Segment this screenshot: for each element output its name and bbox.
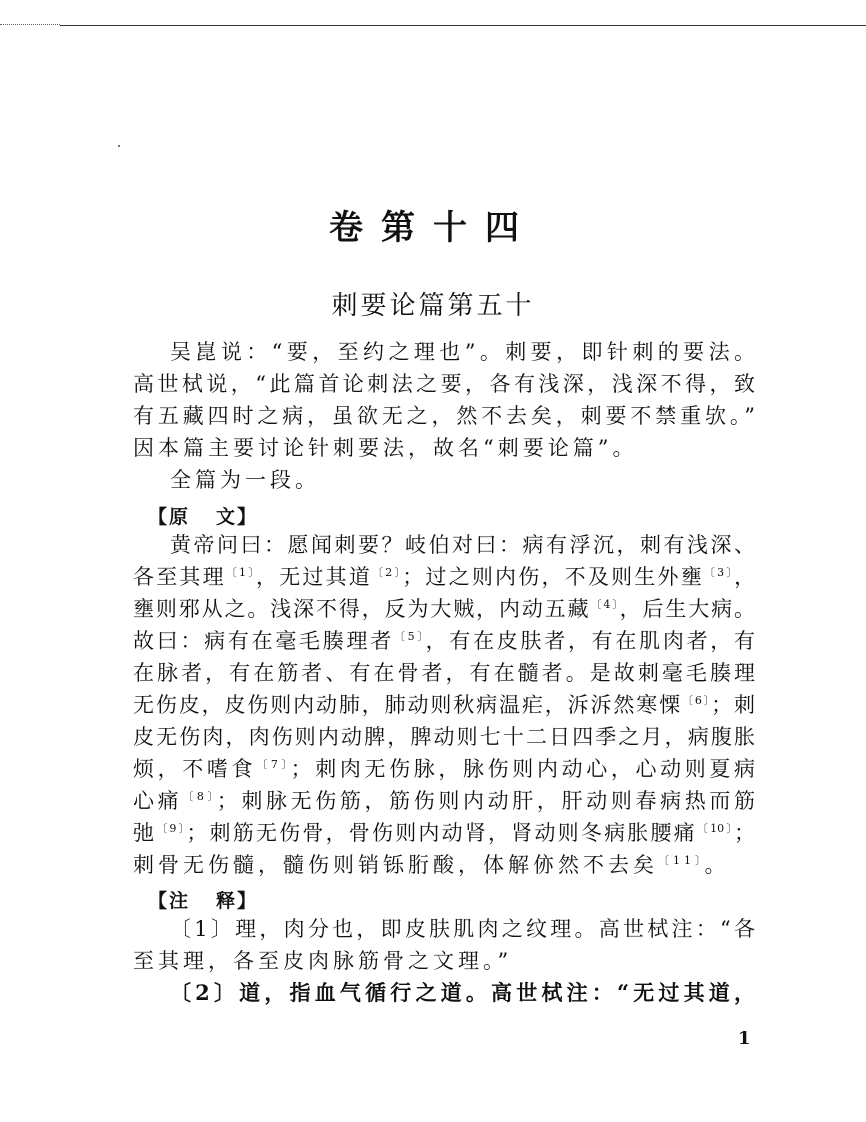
scan-speck — [118, 145, 120, 147]
heading-notes — [148, 886, 258, 913]
text-segment: 在脉者，有在筋者、有在骨者，有在髓者。是故刺毫毛腠理 — [133, 661, 755, 685]
text-line — [133, 755, 755, 783]
footnote-ref: 〔5〕 — [393, 630, 426, 643]
page-number: 1 — [738, 1028, 751, 1049]
text-segment: ；过之则内伤，不及则生外壅 — [402, 565, 704, 589]
text-segment: ； — [734, 821, 756, 845]
text-line — [170, 531, 755, 559]
heading-original-text — [148, 502, 258, 529]
text-segment: 各至其理 — [133, 565, 226, 589]
text-segment: 〔1〕理，肉分也，即皮肤肌肉之纹理。高世栻注：“各 — [170, 917, 755, 941]
text-line — [133, 819, 755, 847]
heading-part: 【注 — [148, 890, 191, 912]
footnote-ref: 〔2〕 — [372, 566, 403, 579]
text-segment: ；刺筋无伤骨，骨伤则内动肾，肾动则冬病胀腰痛 — [186, 821, 697, 845]
text-line — [133, 402, 755, 430]
text-segment: ；刺脉无伤筋，筋伤则内动肝，肝动则春病热而筋 — [216, 789, 756, 813]
footnote-ref: 〔9〕 — [156, 822, 187, 835]
text-line — [133, 723, 755, 751]
text-line — [133, 595, 755, 623]
footnote-ref: 〔11〕 — [658, 854, 705, 867]
volume-title: 卷第十四 — [329, 208, 537, 248]
text-segment: 故曰：病有在毫毛腠理者 — [133, 629, 394, 653]
text-segment: ，有在皮肤者，有在肌肉者，有 — [425, 629, 756, 653]
heading-part: 文】 — [216, 506, 259, 528]
chapter-title: 刺要论篇第五十 — [331, 291, 535, 321]
text-segment: 吴崑说：“要，至约之理也”。刺要，即针刺的要法。 — [170, 340, 755, 364]
text-segment: 皮无伤肉，肉伤则内动脾，脾动则七十二日四季之月，病腹胀 — [133, 725, 755, 749]
text-line — [133, 627, 755, 655]
text-segment: 全篇为一段。 — [170, 468, 320, 492]
text-segment: 弛 — [133, 821, 157, 845]
text-segment: 烦，不嗜食 — [133, 757, 257, 781]
footnote-ref: 〔10〕 — [696, 822, 735, 835]
text-segment: ；刺 — [711, 693, 755, 717]
text-line — [133, 370, 755, 398]
text-segment: ，后生大病。 — [619, 597, 755, 621]
text-segment: 壅则邪从之。浅深不得，反为大贼，内动五藏 — [133, 597, 591, 621]
text-segment: 〔2〕道，指血气循行之道。高世栻注：“无过其道， — [170, 980, 755, 1005]
text-line — [170, 979, 755, 1007]
heading-part: 【原 — [148, 506, 191, 528]
heading-part: 释】 — [216, 890, 259, 912]
text-line — [133, 947, 755, 975]
text-segment: 因本篇主要讨论针刺要法，故名“刺要论篇”。 — [133, 436, 638, 460]
text-segment: 至其理，各至皮肉脉筋骨之文理。” — [133, 949, 513, 973]
text-segment: ，无过其道 — [255, 565, 373, 589]
footnote-ref: 〔3〕 — [703, 566, 735, 579]
text-line — [170, 466, 755, 494]
footnote-ref: 〔4〕 — [590, 598, 620, 611]
text-segment: 无伤皮，皮伤则内动肺，肺动则秋病温疟，泝泝然寒慄 — [133, 693, 682, 717]
text-line — [133, 851, 755, 879]
text-line — [133, 563, 755, 591]
text-line — [133, 691, 755, 719]
footnote-ref: 〔1〕 — [225, 566, 256, 579]
header-dotted-rule — [0, 24, 60, 25]
text-segment: ， — [734, 565, 756, 589]
text-line — [170, 338, 755, 366]
text-line — [133, 434, 755, 462]
footnote-ref: 〔7〕 — [256, 758, 291, 771]
text-line — [133, 659, 755, 687]
text-segment: 心痛 — [133, 789, 183, 813]
footnote-ref: 〔6〕 — [682, 694, 712, 707]
text-segment: 。 — [704, 853, 730, 877]
text-segment: 有五藏四时之病，虽欲无之，然不去矣，刺要不禁重欤。” — [133, 404, 755, 428]
text-segment: 刺骨无伤髓，髓伤则销铄胻酸，体解㑊然不去矣 — [133, 853, 658, 877]
text-segment: 高世栻说，“此篇首论刺法之要，各有浅深，浅深不得，致 — [133, 372, 755, 396]
header-rule — [60, 25, 866, 26]
text-segment: ；刺肉无伤脉，脉伤则内动心，心动则夏病 — [290, 757, 756, 781]
footnote-ref: 〔8〕 — [182, 790, 217, 803]
text-segment: 黄帝问曰：愿闻刺要？岐伯对曰：病有浮沉，刺有浅深、 — [170, 533, 755, 557]
text-line — [170, 915, 755, 943]
text-line — [133, 787, 755, 815]
